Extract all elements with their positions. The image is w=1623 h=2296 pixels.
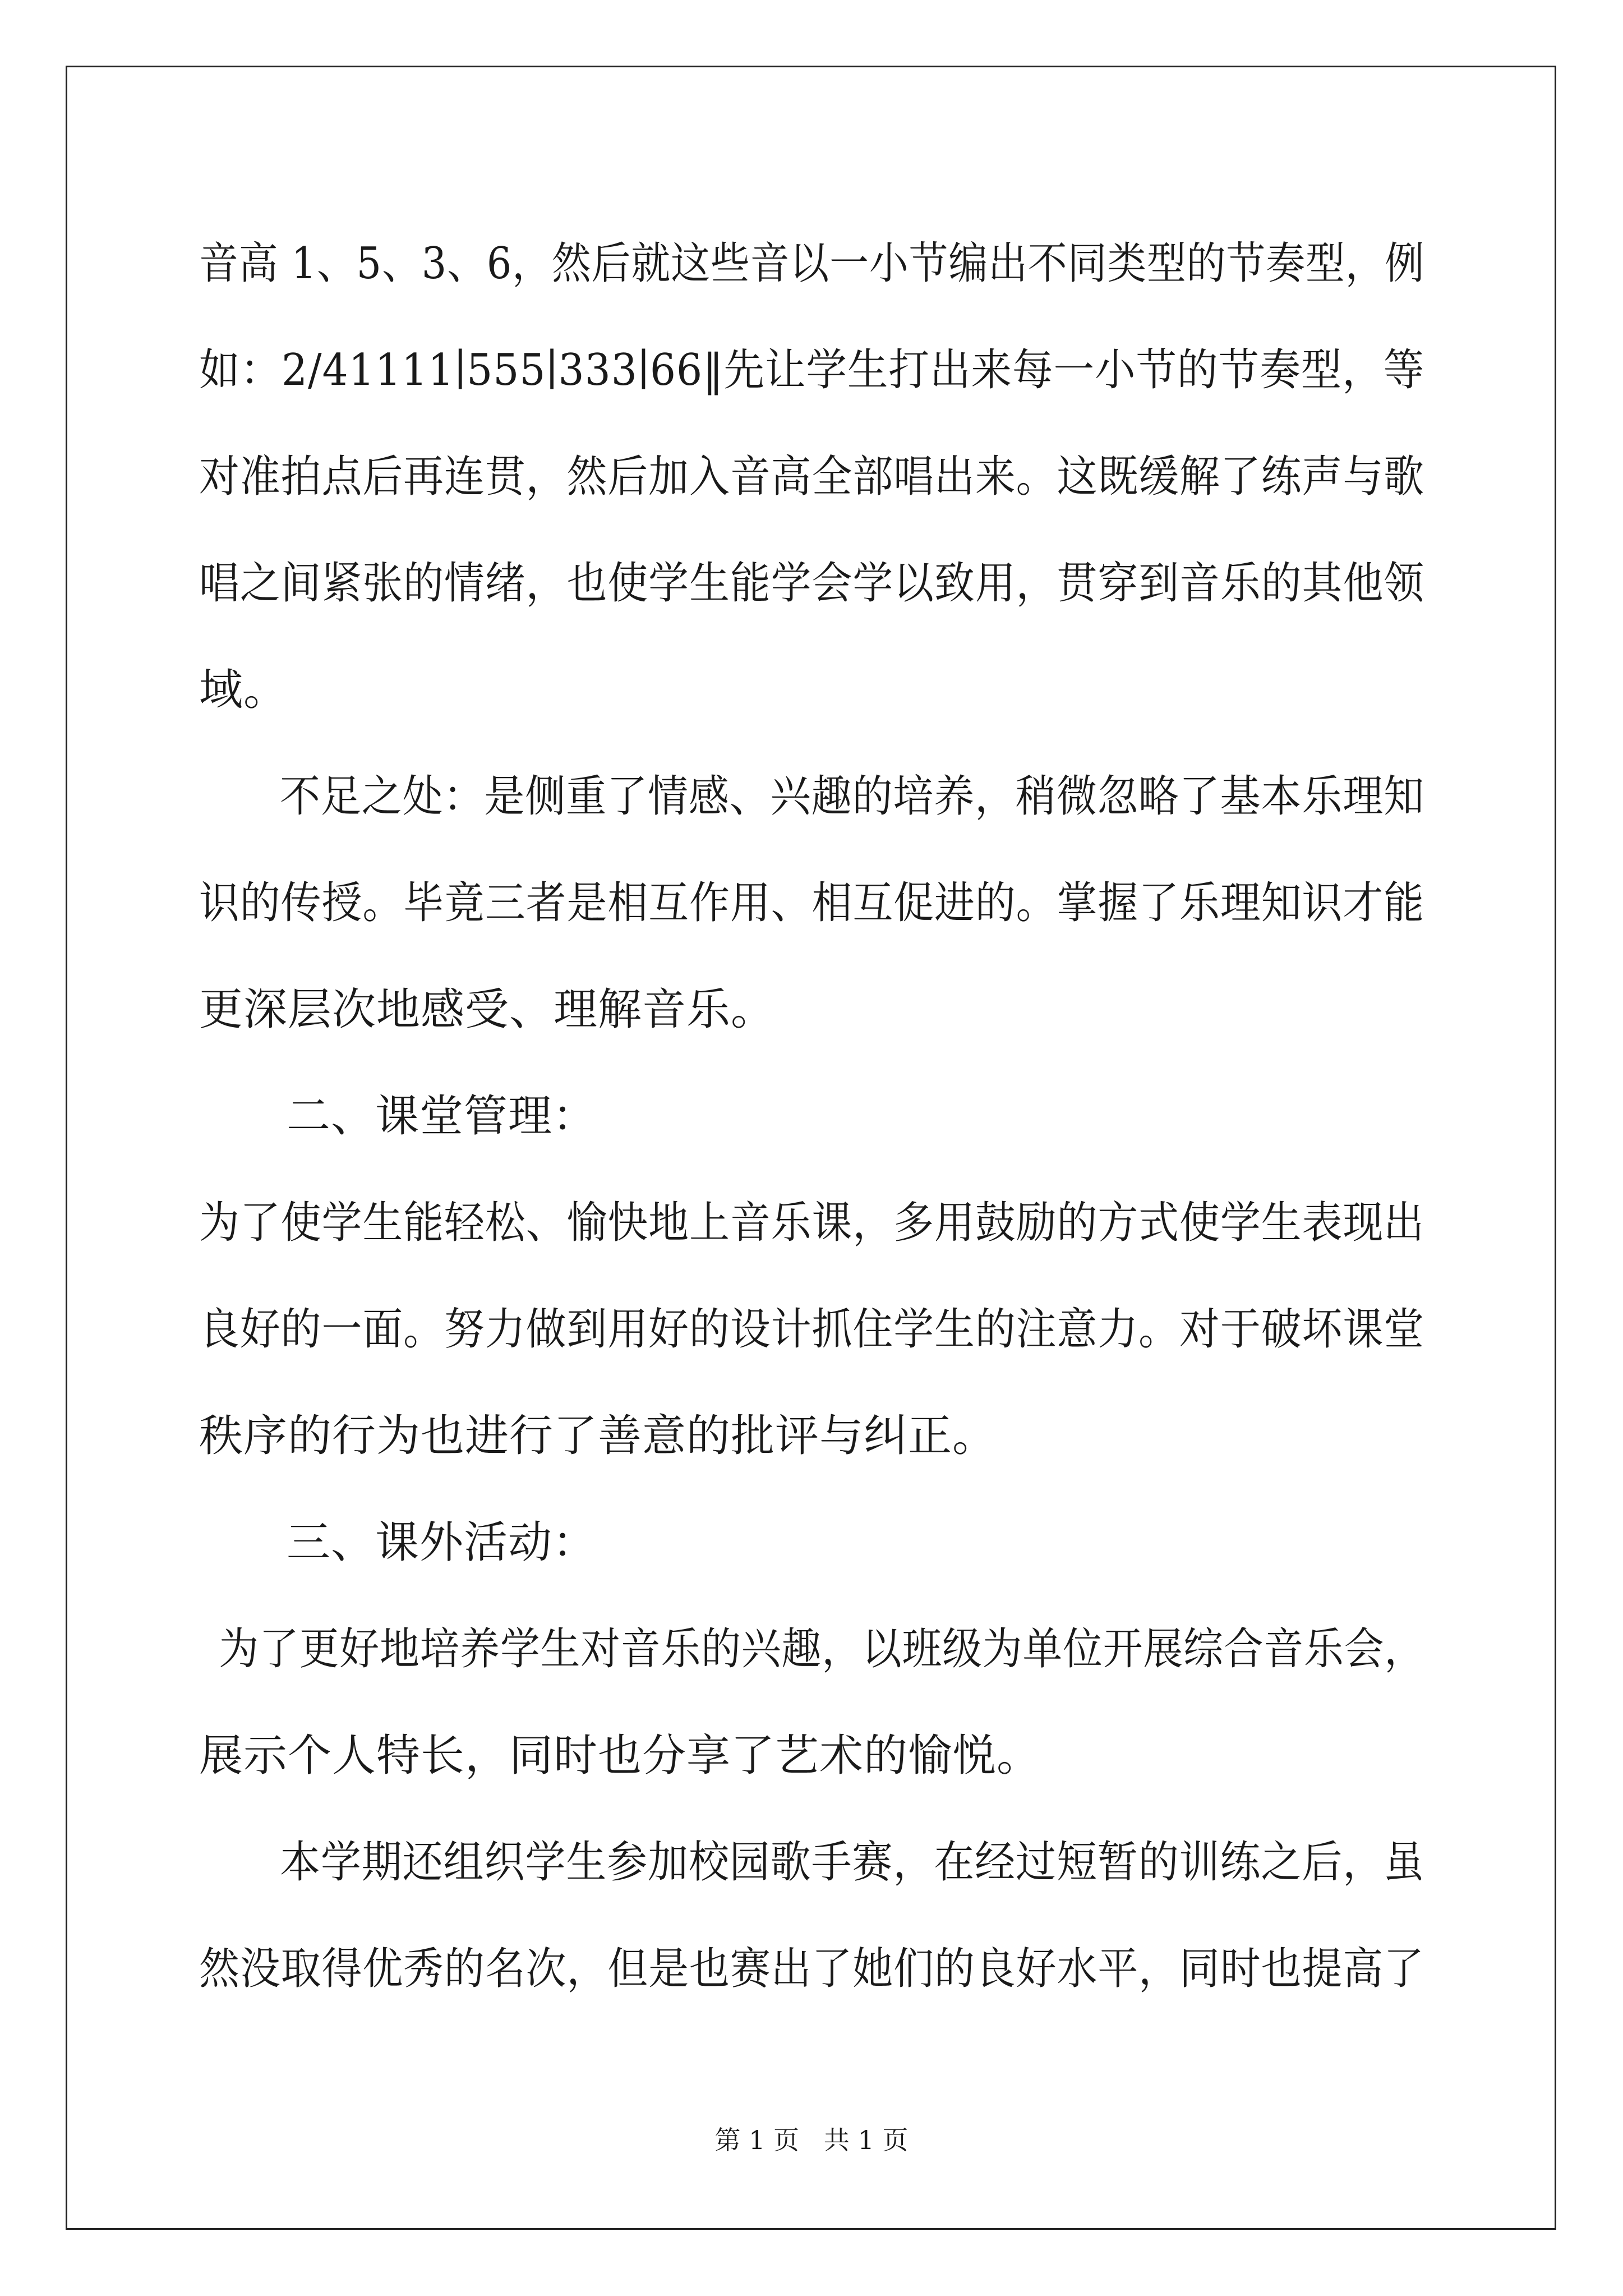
paragraph-start-line: 本学期还组织学生参加校园歌手赛，在经过短暂的训练之后，虽 xyxy=(279,1837,1425,1888)
text-line: 为了使学生能轻松、愉快地上音乐课，多用鼓励的方式使学生表现出 xyxy=(199,1198,1425,1248)
text-line: 如：2/41111∣555∣333∣66‖先让学生打出来每一小节的节奏型，等 xyxy=(199,345,1425,395)
paragraph-start-line: 不足之处：是侧重了情感、兴趣的培养，稍微忽略了基本乐理知 xyxy=(279,771,1425,822)
text-line: 更深层次地感受、理解音乐。 xyxy=(199,984,776,1035)
section-heading: 二、课堂管理： xyxy=(287,1091,597,1142)
document-body xyxy=(199,210,1424,2022)
text-line: 良好的一面。努力做到用好的设计抓住学生的注意力。对于破坏课堂 xyxy=(199,1304,1425,1355)
text-line: 然没取得优秀的名次，但是也赛出了她们的良好水平，同时也提高了 xyxy=(199,1944,1425,1994)
text-line: 音高 1、5、3、6，然后就这些音以一小节编出不同类型的节奏型，例 xyxy=(199,238,1425,289)
section-heading: 三、课外活动： xyxy=(287,1517,597,1568)
text-line: 为了更好地培养学生对音乐的兴趣，以班级为单位开展综合音乐会， xyxy=(219,1624,1425,1674)
text-line: 对准拍点后再连贯，然后加入音高全部唱出来。这既缓解了练声与歌 xyxy=(199,452,1425,502)
text-line: 域。 xyxy=(199,665,288,715)
text-line: 识的传授。毕竟三者是相互作用、相互促进的。掌握了乐理知识才能 xyxy=(199,878,1425,928)
text-line: 秩序的行为也进行了善意的批评与纠正。 xyxy=(199,1411,997,1461)
text-line: 展示个人特长，同时也分享了艺术的愉悦。 xyxy=(199,1731,1041,1781)
page-number-footer: 第 1 页 共 1 页 xyxy=(714,2125,909,2155)
text-line: 唱之间紧张的情绪，也使学生能学会学以致用，贯穿到音乐的其他领 xyxy=(199,558,1425,609)
